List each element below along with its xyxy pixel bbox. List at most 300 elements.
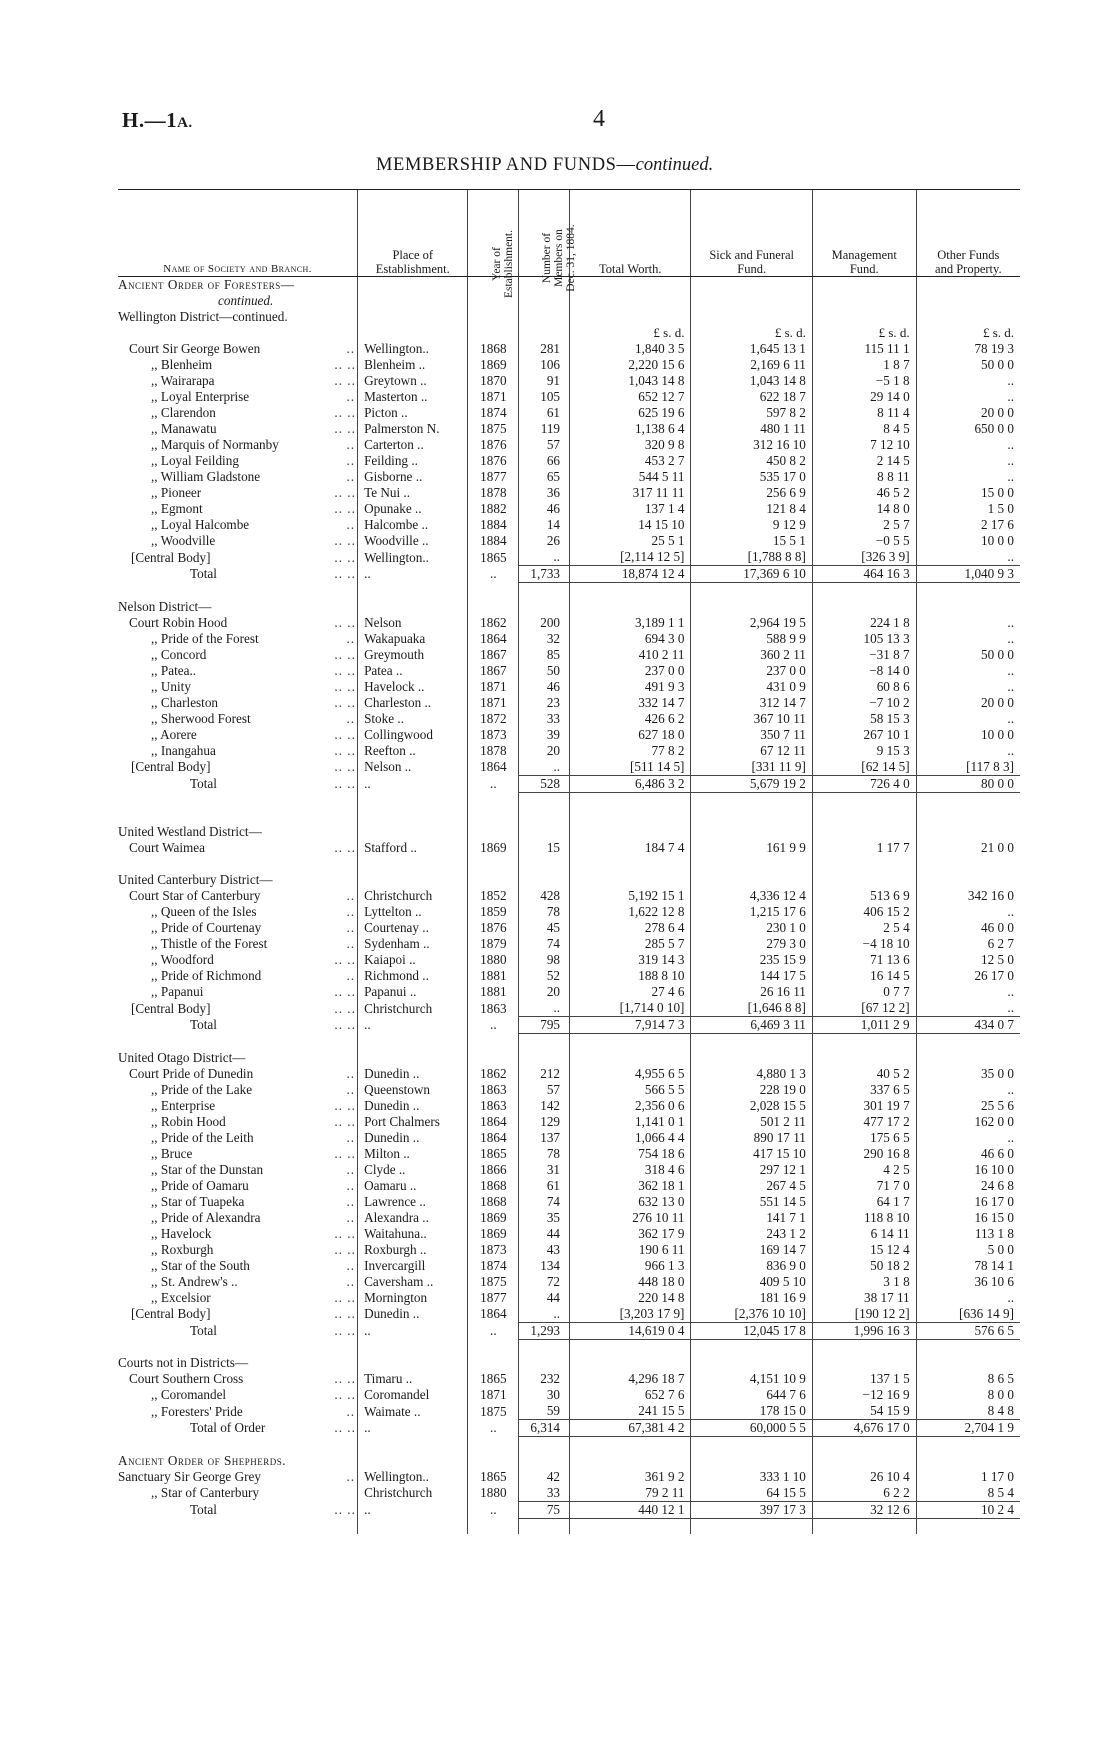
year-cell: 1878: [468, 485, 519, 501]
management-cell: 46 5 2: [812, 485, 916, 501]
management-cell: 71 13 6: [812, 952, 916, 968]
sick-fund-cell: 64 15 5: [691, 1485, 812, 1502]
branch-name-cell: [118, 840, 334, 856]
place-cell: Nelson ..: [358, 759, 468, 776]
management-cell: 32 12 6: [812, 1501, 916, 1518]
total-worth-cell: 77 8 2: [570, 743, 691, 759]
other-funds-cell: ..: [916, 631, 1020, 647]
management-cell: 0 7 7: [812, 984, 916, 1000]
total-worth-cell: 652 7 6: [570, 1387, 691, 1403]
year-cell: 1863: [468, 1000, 519, 1017]
members-cell: 42: [519, 1469, 570, 1485]
table-row: [118, 1130, 1020, 1146]
management-cell: 54 15 9: [812, 1403, 916, 1420]
place-cell: Milton ..: [358, 1146, 468, 1162]
management-cell: −5 1 8: [812, 373, 916, 389]
members-cell: 44: [519, 1290, 570, 1306]
members-cell: 74: [519, 936, 570, 952]
leader-dots: .. ..: [334, 357, 356, 372]
place-cell: [358, 1034, 468, 1050]
column-header-total-worth: Total Worth.: [570, 190, 691, 277]
leader-dots: .. ..: [334, 662, 356, 678]
branch-name-cell: [118, 1210, 334, 1226]
members-cell: 106: [519, 357, 570, 373]
place-cell: [358, 277, 468, 294]
leader-dots: .. ..: [334, 1501, 356, 1517]
members-cell: 212: [519, 1066, 570, 1082]
year-cell: 1872: [468, 711, 519, 727]
branch-name: ,, Wairarapa: [151, 373, 215, 388]
management-cell: [190 12 2]: [812, 1306, 916, 1323]
branch-name-cell: [118, 615, 334, 631]
sick-fund-cell: 4,336 12 4: [691, 888, 812, 904]
leader-dots: ..: [346, 1065, 356, 1081]
sick-fund-cell: [691, 808, 812, 824]
management-cell: −31 8 7: [812, 647, 916, 663]
year-cell: 1882: [468, 501, 519, 517]
name-cell: [118, 583, 334, 599]
other-funds-cell: 50 0 0: [916, 357, 1020, 373]
management-cell: 64 1 7: [812, 1194, 916, 1210]
place-cell: Lyttelton ..: [358, 904, 468, 920]
total-worth-cell: 276 10 11: [570, 1210, 691, 1226]
leader-dots: .. ..: [334, 726, 356, 742]
other-funds-cell: 5 0 0: [916, 1242, 1020, 1258]
lead-cell: [334, 583, 357, 599]
sick-fund-cell: 836 9 0: [691, 1258, 812, 1274]
place-cell: [358, 583, 468, 599]
leader-dots: ..: [346, 1403, 356, 1419]
spacer-row: [118, 1339, 1020, 1355]
management-cell: 50 18 2: [812, 1258, 916, 1274]
total-worth-cell: 361 9 2: [570, 1469, 691, 1485]
sick-fund-cell: 4,880 1 3: [691, 1066, 812, 1082]
management-cell: 2 5 4: [812, 920, 916, 936]
sick-fund-cell: [691, 1355, 812, 1371]
district-name: United Westland District: [118, 824, 249, 839]
place-cell: Te Nui ..: [358, 485, 468, 501]
other-funds-cell: 10 0 0: [916, 727, 1020, 743]
management-cell: −0 5 5: [812, 533, 916, 549]
table-row: [118, 1082, 1020, 1098]
sick-fund-cell: 169 14 7: [691, 1242, 812, 1258]
place-cell: [358, 1453, 468, 1469]
total-label: Total: [190, 1501, 217, 1517]
other-funds-cell: 576 6 5: [916, 1322, 1020, 1339]
sick-fund-cell: [1,646 8 8]: [691, 1000, 812, 1017]
sick-fund-cell: 230 1 0: [691, 920, 812, 936]
branch-name-cell: [118, 1322, 334, 1339]
column-header-other-funds: Other Funds and Property.: [916, 190, 1020, 277]
other-funds-cell: [916, 309, 1020, 325]
year-cell: [468, 856, 519, 872]
branch-name: ,, Manawatu: [151, 421, 217, 436]
leader-dots: .. ..: [334, 1306, 356, 1321]
table-row: [118, 405, 1020, 421]
total-label: Total: [190, 566, 217, 581]
page-title: MEMBERSHIP AND FUNDS—continued.: [376, 155, 714, 175]
members-cell: 35: [519, 1210, 570, 1226]
year-cell: 1881: [468, 984, 519, 1000]
other-funds-cell: ..: [916, 615, 1020, 631]
year-cell: 1865: [468, 1469, 519, 1485]
management-cell: [812, 808, 916, 824]
year-cell: [468, 309, 519, 325]
branch-name: ,, Pride of the Leith: [151, 1129, 254, 1145]
branch-name: ,, Enterprise: [151, 1097, 216, 1113]
management-cell: [812, 1034, 916, 1050]
spacer-row: [118, 1437, 1020, 1453]
place-cell: ..: [358, 775, 468, 792]
year-cell: ..: [468, 775, 519, 792]
branch-name: ,, Pride of Alexandra: [151, 1209, 261, 1225]
place-cell: Kaiapoi ..: [358, 952, 468, 968]
year-cell: 1864: [468, 1114, 519, 1130]
membership-funds-table: [118, 189, 1020, 1534]
members-cell: ..: [519, 1000, 570, 1017]
branch-name: ,, Sherwood Forest: [151, 710, 251, 726]
management-cell: 60 8 6: [812, 679, 916, 695]
place-cell: Nelson: [358, 615, 468, 631]
branch-name-cell: [118, 920, 334, 936]
table-row: [118, 1242, 1020, 1258]
branch-name-cell: [118, 1194, 334, 1210]
year-cell: [468, 1339, 519, 1355]
management-cell: 118 8 10: [812, 1210, 916, 1226]
year-cell: 1869: [468, 1226, 519, 1242]
other-funds-cell: 113 1 8: [916, 1226, 1020, 1242]
place-cell: Christchurch: [358, 888, 468, 904]
table-row: [118, 373, 1020, 389]
management-cell: [67 12 2]: [812, 1000, 916, 1017]
district-name: United Canterbury District: [118, 872, 260, 887]
year-cell: 1873: [468, 727, 519, 743]
branch-name-cell: [118, 759, 334, 776]
table-row: [118, 437, 1020, 453]
column-header-management: Management Fund.: [812, 190, 916, 277]
place-cell: ..: [358, 1420, 468, 1437]
management-cell: 8 8 11: [812, 469, 916, 485]
total-worth-cell: 1,066 4 4: [570, 1130, 691, 1146]
branch-name-cell: [118, 469, 334, 485]
other-funds-cell: 2,704 1 9: [916, 1420, 1020, 1437]
management-cell: −7 10 2: [812, 695, 916, 711]
leader-dots: ..: [346, 1081, 356, 1097]
sick-fund-cell: 161 9 9: [691, 840, 812, 856]
leader-dots: .. ..: [334, 614, 356, 630]
year-cell: 1871: [468, 389, 519, 405]
total-worth-cell: 241 15 5: [570, 1403, 691, 1420]
management-cell: 14 8 0: [812, 501, 916, 517]
sick-fund-cell: 333 1 10: [691, 1469, 812, 1485]
members-cell: 134: [519, 1258, 570, 1274]
management-cell: [326 3 9]: [812, 549, 916, 566]
branch-name-cell: [118, 1306, 334, 1323]
year-cell: ..: [468, 1501, 519, 1518]
place-cell: Feilding ..: [358, 453, 468, 469]
year-cell: ..: [468, 1017, 519, 1034]
branch-name: ,, Egmont: [151, 501, 203, 516]
year-cell: 1862: [468, 1066, 519, 1082]
year-cell: 1859: [468, 904, 519, 920]
leader-dots: .. ..: [334, 1241, 356, 1257]
total-worth-cell: £ s. d.: [570, 325, 691, 341]
table-row: [118, 1114, 1020, 1130]
section-heading-row: [118, 1453, 1020, 1469]
total-worth-cell: 362 17 9: [570, 1226, 691, 1242]
district-name: Courts not in Districts: [118, 1355, 235, 1370]
total-worth-cell: 320 9 8: [570, 437, 691, 453]
sick-fund-cell: 644 7 6: [691, 1387, 812, 1403]
members-cell: 23: [519, 695, 570, 711]
year-cell: 1862: [468, 615, 519, 631]
place-cell: [358, 293, 468, 309]
leader-dots: .. ..: [334, 533, 356, 548]
members-cell: [519, 824, 570, 840]
other-funds-cell: ..: [916, 1082, 1020, 1098]
management-cell: [812, 277, 916, 294]
leader-dots: ..: [346, 1193, 356, 1209]
year-cell: 1881: [468, 968, 519, 984]
year-cell: 1877: [468, 469, 519, 485]
place-cell: Caversham ..: [358, 1274, 468, 1290]
branch-name-cell: [118, 501, 334, 517]
management-cell: 2 14 5: [812, 453, 916, 469]
management-cell: [812, 1050, 916, 1066]
total-worth-cell: 184 7 4: [570, 840, 691, 856]
sick-fund-cell: 2,169 6 11: [691, 357, 812, 373]
year-cell: [468, 325, 519, 341]
management-cell: [812, 1518, 916, 1534]
year-cell: [468, 1437, 519, 1453]
total-worth-cell: [570, 1437, 691, 1453]
branch-name-cell: [118, 968, 334, 984]
total-label: Total of Order: [190, 1420, 266, 1435]
members-cell: 30: [519, 1387, 570, 1403]
table-row: [118, 533, 1020, 549]
place-cell: ..: [358, 1322, 468, 1339]
place-cell: ..: [358, 1017, 468, 1034]
year-cell: 1864: [468, 631, 519, 647]
total-worth-cell: [570, 583, 691, 599]
members-cell: 91: [519, 373, 570, 389]
sick-fund-cell: 367 10 11: [691, 711, 812, 727]
management-cell: 137 1 5: [812, 1371, 916, 1387]
total-worth-cell: 278 6 4: [570, 920, 691, 936]
table-row: [118, 501, 1020, 517]
lead-cell: [334, 325, 357, 341]
spacer-row: [118, 792, 1020, 808]
name-cell: [118, 1034, 334, 1050]
district-heading-row: [118, 599, 1020, 615]
year-cell: 1877: [468, 1290, 519, 1306]
total-worth-cell: 453 2 7: [570, 453, 691, 469]
total-worth-cell: 1,138 6 4: [570, 421, 691, 437]
branch-name-cell: [118, 1226, 334, 1242]
management-cell: 8 11 4: [812, 405, 916, 421]
total-row: [118, 566, 1020, 583]
other-funds-cell: 21 0 0: [916, 840, 1020, 856]
place-cell: Wellington..: [358, 549, 468, 566]
name-cell: [118, 856, 334, 872]
management-cell: [812, 1453, 916, 1469]
district-suffix: —: [232, 1049, 246, 1065]
other-funds-cell: ..: [916, 1000, 1020, 1017]
place-cell: Masterton ..: [358, 389, 468, 405]
management-cell: 406 15 2: [812, 904, 916, 920]
table-row: [118, 984, 1020, 1000]
leader-dots: .. ..: [334, 421, 356, 436]
branch-name-cell: [118, 1082, 334, 1098]
district-heading: [118, 1050, 358, 1066]
place-cell: Blenheim ..: [358, 357, 468, 373]
total-worth-cell: [570, 824, 691, 840]
other-funds-cell: 1,040 9 3: [916, 566, 1020, 583]
total-worth-cell: 237 0 0: [570, 663, 691, 679]
management-cell: [812, 1437, 916, 1453]
year-cell: 1865: [468, 1371, 519, 1387]
sick-fund-cell: 312 16 10: [691, 437, 812, 453]
table-row: [118, 743, 1020, 759]
year-cell: 1869: [468, 840, 519, 856]
table-row: [118, 1146, 1020, 1162]
total-worth-cell: [3,203 17 9]: [570, 1306, 691, 1323]
sick-fund-cell: 312 14 7: [691, 695, 812, 711]
other-funds-cell: 12 5 0: [916, 952, 1020, 968]
year-cell: 1865: [468, 549, 519, 566]
branch-name: ,, Pride of Oamaru: [151, 1177, 249, 1193]
branch-name-cell: [118, 743, 334, 759]
name-cell: [118, 1437, 334, 1453]
members-cell: 14: [519, 517, 570, 533]
members-cell: 61: [519, 1178, 570, 1194]
management-cell: 15 12 4: [812, 1242, 916, 1258]
branch-name: ,, Foresters' Pride: [151, 1403, 243, 1419]
members-cell: 44: [519, 1226, 570, 1242]
sick-fund-cell: 397 17 3: [691, 1501, 812, 1518]
year-cell: [468, 1518, 519, 1534]
management-cell: 7 12 10: [812, 437, 916, 453]
year-cell: 1878: [468, 743, 519, 759]
branch-name-cell: [118, 647, 334, 663]
leader-dots: .. ..: [334, 1387, 356, 1402]
total-worth-cell: 4,296 18 7: [570, 1371, 691, 1387]
lead-cell: [334, 1339, 357, 1355]
members-cell: 59: [519, 1403, 570, 1420]
branch-name-cell: [118, 1387, 334, 1403]
members-cell: 6,314: [519, 1420, 570, 1437]
place-cell: Wellington..: [358, 1469, 468, 1485]
branch-name-cell: [118, 1178, 334, 1194]
other-funds-cell: [916, 856, 1020, 872]
management-cell: [812, 1355, 916, 1371]
other-funds-cell: [916, 872, 1020, 888]
sick-fund-cell: 1,645 13 1: [691, 341, 812, 357]
branch-name-cell: [118, 1000, 334, 1017]
place-cell: Mornington: [358, 1290, 468, 1306]
branch-name-cell: [118, 984, 334, 1000]
members-cell: 26: [519, 533, 570, 549]
leader-dots: .. ..: [334, 1145, 356, 1161]
total-worth-cell: 317 11 11: [570, 485, 691, 501]
table-row: [118, 727, 1020, 743]
year-cell: 1864: [468, 1306, 519, 1323]
members-cell: ..: [519, 759, 570, 776]
total-worth-cell: [570, 1339, 691, 1355]
management-cell: −4 18 10: [812, 936, 916, 952]
place-cell: Reefton ..: [358, 743, 468, 759]
management-cell: 6 14 11: [812, 1226, 916, 1242]
place-cell: Halcombe ..: [358, 517, 468, 533]
table-row: [118, 1371, 1020, 1387]
other-funds-cell: 80 0 0: [916, 775, 1020, 792]
members-cell: 39: [519, 727, 570, 743]
leader-dots: ..: [346, 630, 356, 646]
members-cell: 36: [519, 485, 570, 501]
total-worth-cell: 491 9 3: [570, 679, 691, 695]
other-funds-cell: [916, 808, 1020, 824]
members-cell: 46: [519, 501, 570, 517]
leader-dots: .. ..: [334, 405, 356, 420]
district-suffix: —continued.: [219, 309, 288, 324]
sick-fund-cell: [691, 293, 812, 309]
total-worth-cell: 426 6 2: [570, 711, 691, 727]
branch-name: ,, Coromandel: [151, 1387, 227, 1402]
total-worth-cell: 220 14 8: [570, 1290, 691, 1306]
sick-fund-cell: 60,000 5 5: [691, 1420, 812, 1437]
district-heading-row: [118, 824, 1020, 840]
year-cell: 1876: [468, 920, 519, 936]
other-funds-cell: [916, 824, 1020, 840]
place-cell: Collingwood: [358, 727, 468, 743]
management-cell: 16 14 5: [812, 968, 916, 984]
branch-name: ,, Roxburgh: [151, 1241, 214, 1257]
sick-fund-cell: 17,369 6 10: [691, 566, 812, 583]
sick-fund-cell: [691, 309, 812, 325]
branch-name: Court Sir George Bowen: [129, 341, 261, 356]
management-cell: 337 6 5: [812, 1082, 916, 1098]
district-heading: [118, 872, 358, 888]
table-row: [118, 631, 1020, 647]
leader-dots: ..: [346, 341, 356, 356]
branch-name: ,, Pioneer: [151, 485, 202, 500]
total-worth-cell: 18,874 12 4: [570, 566, 691, 583]
place-cell: [358, 1355, 468, 1371]
place-cell: Greytown ..: [358, 373, 468, 389]
place-cell: Charleston ..: [358, 695, 468, 711]
management-cell: 26 10 4: [812, 1469, 916, 1485]
members-cell: 795: [519, 1017, 570, 1034]
leader-dots: .. ..: [334, 984, 356, 999]
leader-dots: ..: [346, 710, 356, 726]
table-row: [118, 1258, 1020, 1274]
management-cell: [812, 293, 916, 309]
leader-dots: ..: [346, 968, 356, 983]
management-cell: £ s. d.: [812, 325, 916, 341]
total-worth-cell: 6,486 3 2: [570, 775, 691, 792]
year-cell: ..: [468, 1420, 519, 1437]
other-funds-cell: 36 10 6: [916, 1274, 1020, 1290]
name-cell: [118, 808, 334, 824]
place-cell: Patea ..: [358, 663, 468, 679]
branch-name-cell: [118, 517, 334, 533]
members-cell: 74: [519, 1194, 570, 1210]
branch-name-cell: [118, 1290, 334, 1306]
table-row: [118, 1306, 1020, 1323]
other-funds-cell: £ s. d.: [916, 325, 1020, 341]
management-cell: 175 6 5: [812, 1130, 916, 1146]
total-worth-cell: 79 2 11: [570, 1485, 691, 1502]
